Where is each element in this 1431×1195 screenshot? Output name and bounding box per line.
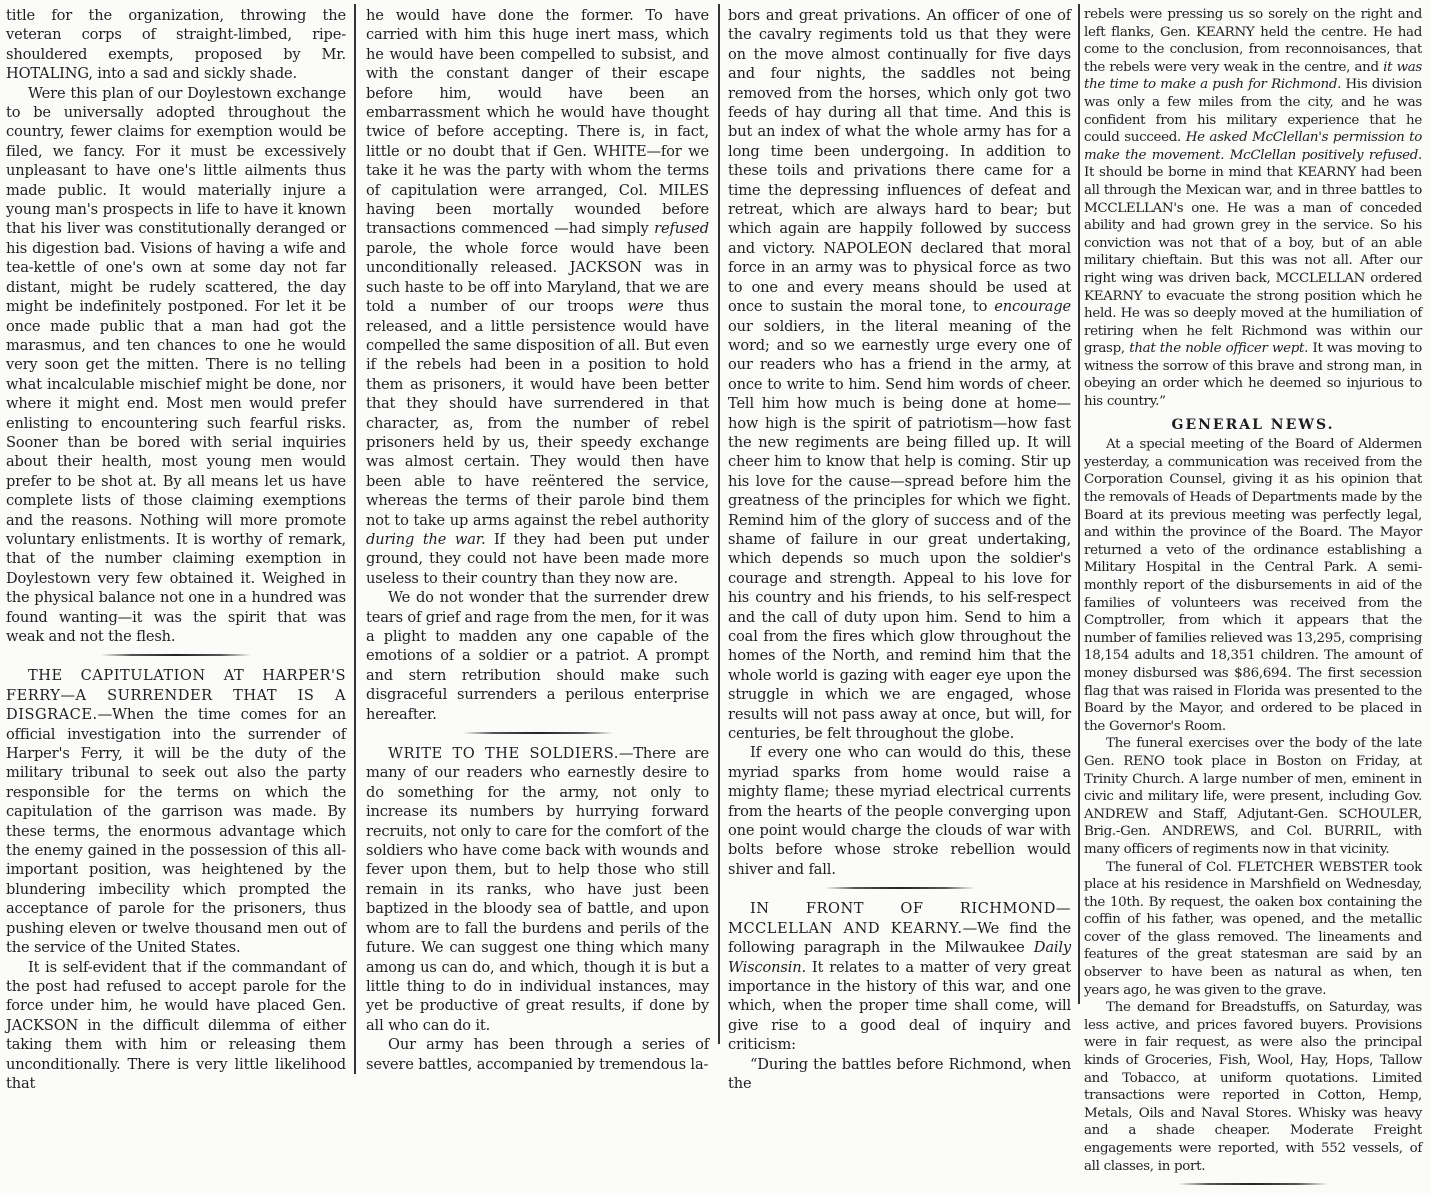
article-front-of-richmond [728,899,1071,1054]
quote-paragraph [1084,6,1422,411]
article-write-to-soldiers [366,744,709,1035]
italic-text: were [627,298,664,316]
column-3 [728,6,1071,1093]
paragraph-reno-funeral: The funeral exercises over the body of the late Gen. RENO took place in Boston on Friday, at Trinity Church. A large number of men, eminent in civic and military life, were present, including Gov. ANDREW and Staff, Adjutant-Gen. SCHOULER, Brig.-Gen. ANDREWS, and Col. BURRIL, with many officers of regiments now in that vicinity. [1084,736,1422,857]
text-run: —We find the following paragraph in the Milwaukee [728,919,1072,957]
paragraph: We do not wonder that the surrender drew tears of grief and rage from the men, for it was a plight to madden any one capable of the emotions of a soldier or a patriot. A prompt and stern retribution should make such disgraceful surrenders a perilous enterprise hereafter. [366,589,709,723]
text-run: It should be borne in mind that KEARNY had been all through the Mexican war, and in three battles to MCCLELLAN's one. He was a man of conceded ability and had grown grey in the service. So his conviction was not that of a boy, but of an able military chieftain. But this was not all. After our right wing was driven back, MCCLELLAN ordered KEARNY to evacuate the strong position which he held. He was so deeply moved at the humiliation of retiring when he felt Richmond was within our grasp, [1084,165,1422,357]
italic-text: that the noble officer wept. [1129,341,1309,357]
italic-text: refused [654,220,709,238]
column-rule [1078,4,1080,1004]
article-headline: IN FRONT OF RICHMOND—MCCLELLAN AND KEARNY. [728,900,1071,937]
paragraph-doylestown: Were this plan of our Doylestown exchange to be universally adopted throughout the country, fewer claims for exemption would be filed, we fancy. For it must be excessively unpleasant to have one's little ailments thus made public. It would materially injure a young man's prospects in life to have it known that his liver was constitutionally deranged or his digestion bad. Visions of having a wife and tea-kettle of one's own at some day not far distant, might be rudely scattered, the day might be indefinitely postponed. For let it be once made public that a man had got the marasmus, and ten chances to one he would very soon get the mitten. There is no telling what incalculable mischief might be done, nor where it might end. Most men would prefer enlisting to encountering such fearful risks. Sooner than be bored with serial inquiries about their health, most young men would prefer to be shot at. By all means let us have complete lists of those claiming exemptions and the reasons. Nothing will more promote voluntary enlistments. It is worthy of remark, that of the number claiming exemption in Doylestown very few obtained it. Weighed in the physical balance not one in a hundred was found wanting—it was the spirit that was weak and not the flesh. [6,84,346,645]
article-separator [101,654,251,656]
paragraph-webster-funeral: The funeral of Col. FLETCHER WEBSTER took place at his residence in Marshfield on Wednesday, the 10th. By request, the oaken box containing the coffin of his father, was opened, and the metallic cover of the glass removed. The lineaments and features of the great statesman are said by an observer to have been as natural as when, ten years ago, he was given to the grave. [1084,859,1422,998]
column-1 [6,6,346,1093]
article-separator [463,732,613,734]
text-run: It relates to a matter of very great importance in the history of this war, and one which, when the proper time shall come, will give rise to a good deal of inquiry and criticism: [728,958,1071,1054]
article-separator [1178,1183,1328,1185]
column-rule [354,4,356,1074]
article-headline: THE CAPITULATION AT HARPER'S FERRY—A SURRENDER THAT IS A DISGRACE. [6,667,346,724]
paragraph: title for the organization, throwing the veteran corps of straight-limbed, ripe-shouldered exempts, proposed by Mr. HOTALING, into a sad and sickly shade. [6,7,346,83]
section-heading-general-news: GENERAL NEWS. [1171,416,1335,433]
italic-text: Daily Wisconsin. [728,939,1071,976]
article-separator [825,887,975,889]
text-run: parole, the whole force would have been unconditionally released. JACKSON was in such haste to be off into Maryland, that we are told a number of our troops [366,239,709,316]
italic-text: it was the time to make a push for Richmond. [1084,59,1422,93]
text-run: thus released, and a little persistence would have compelled the same disposition of all. But even if the rebels had been in a position to hold them as prisoners, it would have been better that they should have surrendered in that character, as, from the number of rebel prisoners held by us, their speedy exchange was almost certain. They would then have been able to have reëntered the service, whereas the terms of their parole bind them not to take up arms against the rebel authority [366,298,709,529]
text-run: If they had been put under ground, they could not have been made more useless to their country than they now are. [366,530,709,587]
paragraph: —There are many of our readers who earnestly desire to do something for the army, not only to increase its numbers by hurrying forward recruits, not only to care for the comfort of the soldiers who have come back with wounds and fever upon them, but to help those who still remain in its ranks, who have just been baptized in the bloody sea of battle, and upon whom are to fall the burdens and perils of the future. We can suggest one thing which many among us can do, and which, though it is but a little thing to do in individual instances, may yet be productive of great results, if done by all who can do it. [366,745,709,1034]
text-run: bors and great privations. An officer of one of the cavalry regiments told us that they were on the move almost continually for five days and four nights, the saddles not being removed from the horses, which only got two feeds of hay during all that time. And this is but an index of what the whole army has for a long time been undergoing. In addition to these toils and privations there came for a time the depressing influences of defeat and retreat, which are always hard to bear; but which again are happily followed by success and victory. NAPOLEON declared that moral force in an army was to physical force as two to one and every means should be used at once to sustain the moral tone, to [728,7,1071,316]
paragraph: —When the time comes for an official investigation into the surrender of Harper's Ferry, it will be the duty of the military tribunal to seek out also the party responsible for the terms on which the capitulation of the garrison was made. By these terms, the enormous advantage which the enemy gained in the possession of this all-important position, was heightened by the blundering imbecility which prompted the acceptance of parole for the prisoners, thus pushing eleven or twelve thousand men out of the service of the United States. [6,706,346,957]
paragraph [728,6,1071,743]
article-headline: WRITE TO THE SOLDIERS. [388,745,619,763]
paragraph-aldermen: At a special meeting of the Board of Aldermen yesterday, a communication was received from the Corporation Counsel, giving it as his opinion that the removals of Heads of Departments made by the Board at its previous meeting was perfectly legal, and within the province of the Board. The Mayor returned a veto of the ordinance establishing a Military Hospital in the Central Park. A semi-monthly report of the disbursements in aid of the families of volunteers was received from the Comptroller, from which it appears that the number of families relieved was 13,295, comprising 18,154 adults and 18,351 children. The amount of money disbursed was $86,694. The first secession flag that was raised in Florida was presented to the Board by the Mayor, and ordered to be placed in the Governor's Room. [1084,437,1422,734]
italic-text: during the war. [366,530,486,548]
paragraph: Our army has been through a series of severe battles, accompanied by tremendous la- [366,1036,709,1073]
paragraph-markets: The demand for Breadstuffs, on Saturday, was less active, and prices favored buyers. Provisions were in fair request, as were also the principal kinds of Groceries, Fish, Wool, Hay, Hops, Tallow and Tobacco, at uniform quotations. Limited transactions were reported in Cotton, Hemp, Metals, Oils and Naval Stores. Whisky was heavy and a shade cheaper. Moderate Freight engagements were reported, with 552 vessels, of all classes, in port. [1084,1000,1422,1174]
article-harpers-ferry [6,666,346,957]
paragraph: It is self-evident that if the commandant of the post had refused to accept parole for the force under him, he would have placed Gen. JACKSON in the difficult dilemma of either taking them with him or releasing them unconditionally. There is very little likelihood that [6,958,346,1092]
paragraph [366,6,709,588]
paragraph: If every one who can would do this, these myriad sparks from home would raise a mighty flame; these myriad electrical currents from the hearts of the people converging upon one point would charge the clouds of war with bolts before whose stroke rebellion would shiver and fall. [728,744,1071,878]
text-run: His division was only a few miles from the city, and he was confident from his military experience that he could succeed. [1084,77,1422,146]
italic-text: He asked McClellan's permission to make the movement. McClellan positively refused. [1084,130,1422,163]
text-run: our soldiers, in the literal meaning of the word; and so we earnestly urge every one of our readers who has a friend in the army, at once to write to him. Send him words of cheer. Tell him how much is being done at home—how high is the spirit of patriotism—how fast the new regiments are being filled up. It will cheer him to know that help is coming. Stir up his love for the cause—spread before him the greatness of the principles for which we fight. Remind him of the glory of success and of the shame of failure in our great undertaking, which depends so much upon the soldier's courage and strength. Appeal to his love for his country and his friends, to his self-respect and the call of duty upon him. Send to him a coal from the fires which glow throughout the homes of the North, and remind him that the whole world is gazing with eager eye upon the struggle in which we are engaged, whose results will not pass away at once, but will, for centuries, be felt throughout the globe. [728,317,1071,743]
text-run: It was moving to witness the sorrow of this brave and strong man, in obeying an order which he deemed so injurious to his country.” [1084,341,1422,410]
column-rule [718,4,720,1044]
column-4 [1084,6,1422,1195]
text-run: rebels were pressing us so sorely on the right and left flanks, Gen. KEARNY held the centre. He had come to the conclusion, from reconnoisances, that the rebels were very weak in the centre, and [1084,7,1422,75]
text-run: he would have done the former. To have carried with him this huge inert mass, which he would have been compelled to subsist, and with the constant danger of their escape before him, would have been an embarrassment which he would have thought twice of before accepting. There is, in fact, little or no doubt that if Gen. WHITE—for we take it he was the party with whom the terms of capitulation were arranged, Col. MILES having been mortally wounded before transactions commenced —had simply [366,7,709,238]
quote-paragraph: “During the battles before Richmond, when the [728,1055,1071,1092]
italic-text: encourage [994,298,1071,316]
column-2 [366,6,709,1074]
